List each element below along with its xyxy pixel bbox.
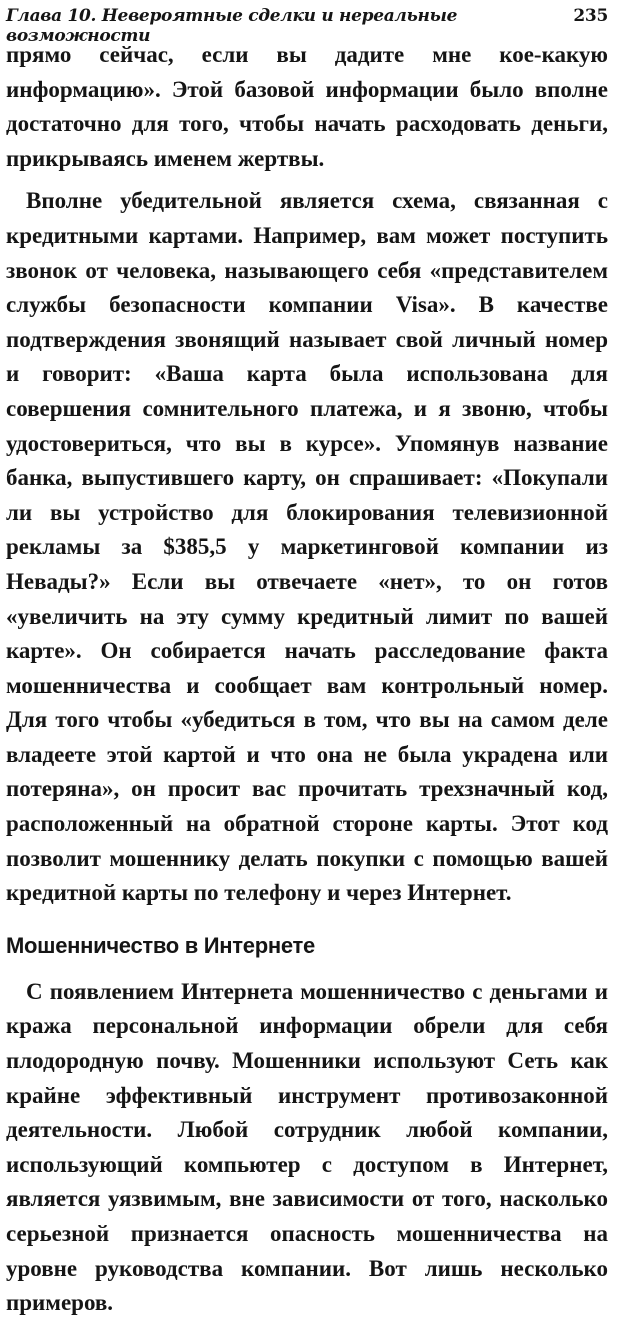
paragraph-internet-fraud: С появлением Интернета мошенничество с деньгами и кража персональной информации обрели для себя плодородную почву. Мошенники используют Сеть как крайне эффективный инструмент противозаконной деятельности. Любой сотрудник любой компании, использующий компьютер с доступом в Интернет, является уязвимым, вне зависимости от того, насколько серьезной признается опасность мошенничества на уровне руководства компании. Вот лишь несколько примеров. (6, 978, 608, 1316)
paragraph-credit-card-scheme: Вполне убедительной является схема, связанная с кредитными картами. Например, вам может поступить звонок от человека, называющего себя «представителем службы безопасности компании Visa». В качестве подтверждения звонящий называет свой личный номер и говорит: «Ваша карта была использована для совершения сомнительного платежа, и я звоню, чтобы удостовериться, что вы в курсе». Упомянув название банка, выпустившего карту, он спрашивает: «Покупали ли вы устройство для блокирования телевизионной рекламы за $385,5 у маркетинговой компании из Невады?» Если вы отвечаете «нет», то он готов «увеличить на эту сумму кредитный лимит по вашей карте». Он собирается начать расследование факта мошенничества и сообщает вам контрольный номер. Для того чтобы «убедиться в том, что вы на самом деле владеете этой картой и что она не была украдена или потеряна», он просит вас прочитать трехзначный код, расположенный на обратной стороне карты. Этот код позволит мошеннику делать покупки с помощью вашей кредитной карты по телефону и через Интернет. (6, 188, 608, 906)
chapter-title: Глава 10. Невероятные сделки и нереальные возможности (6, 6, 458, 46)
body-text (6, 38, 608, 1321)
section-heading: Мошенничество в Интернете (6, 932, 315, 958)
paragraph-continuation: прямо сейчас, если вы дадите мне кое-какую информацию». Этой базовой информации было вполне достаточно для того, чтобы начать расходовать деньги, прикрываясь именем жертвы. (6, 42, 608, 171)
running-header (6, 6, 608, 46)
page-number: 235 (573, 6, 608, 26)
